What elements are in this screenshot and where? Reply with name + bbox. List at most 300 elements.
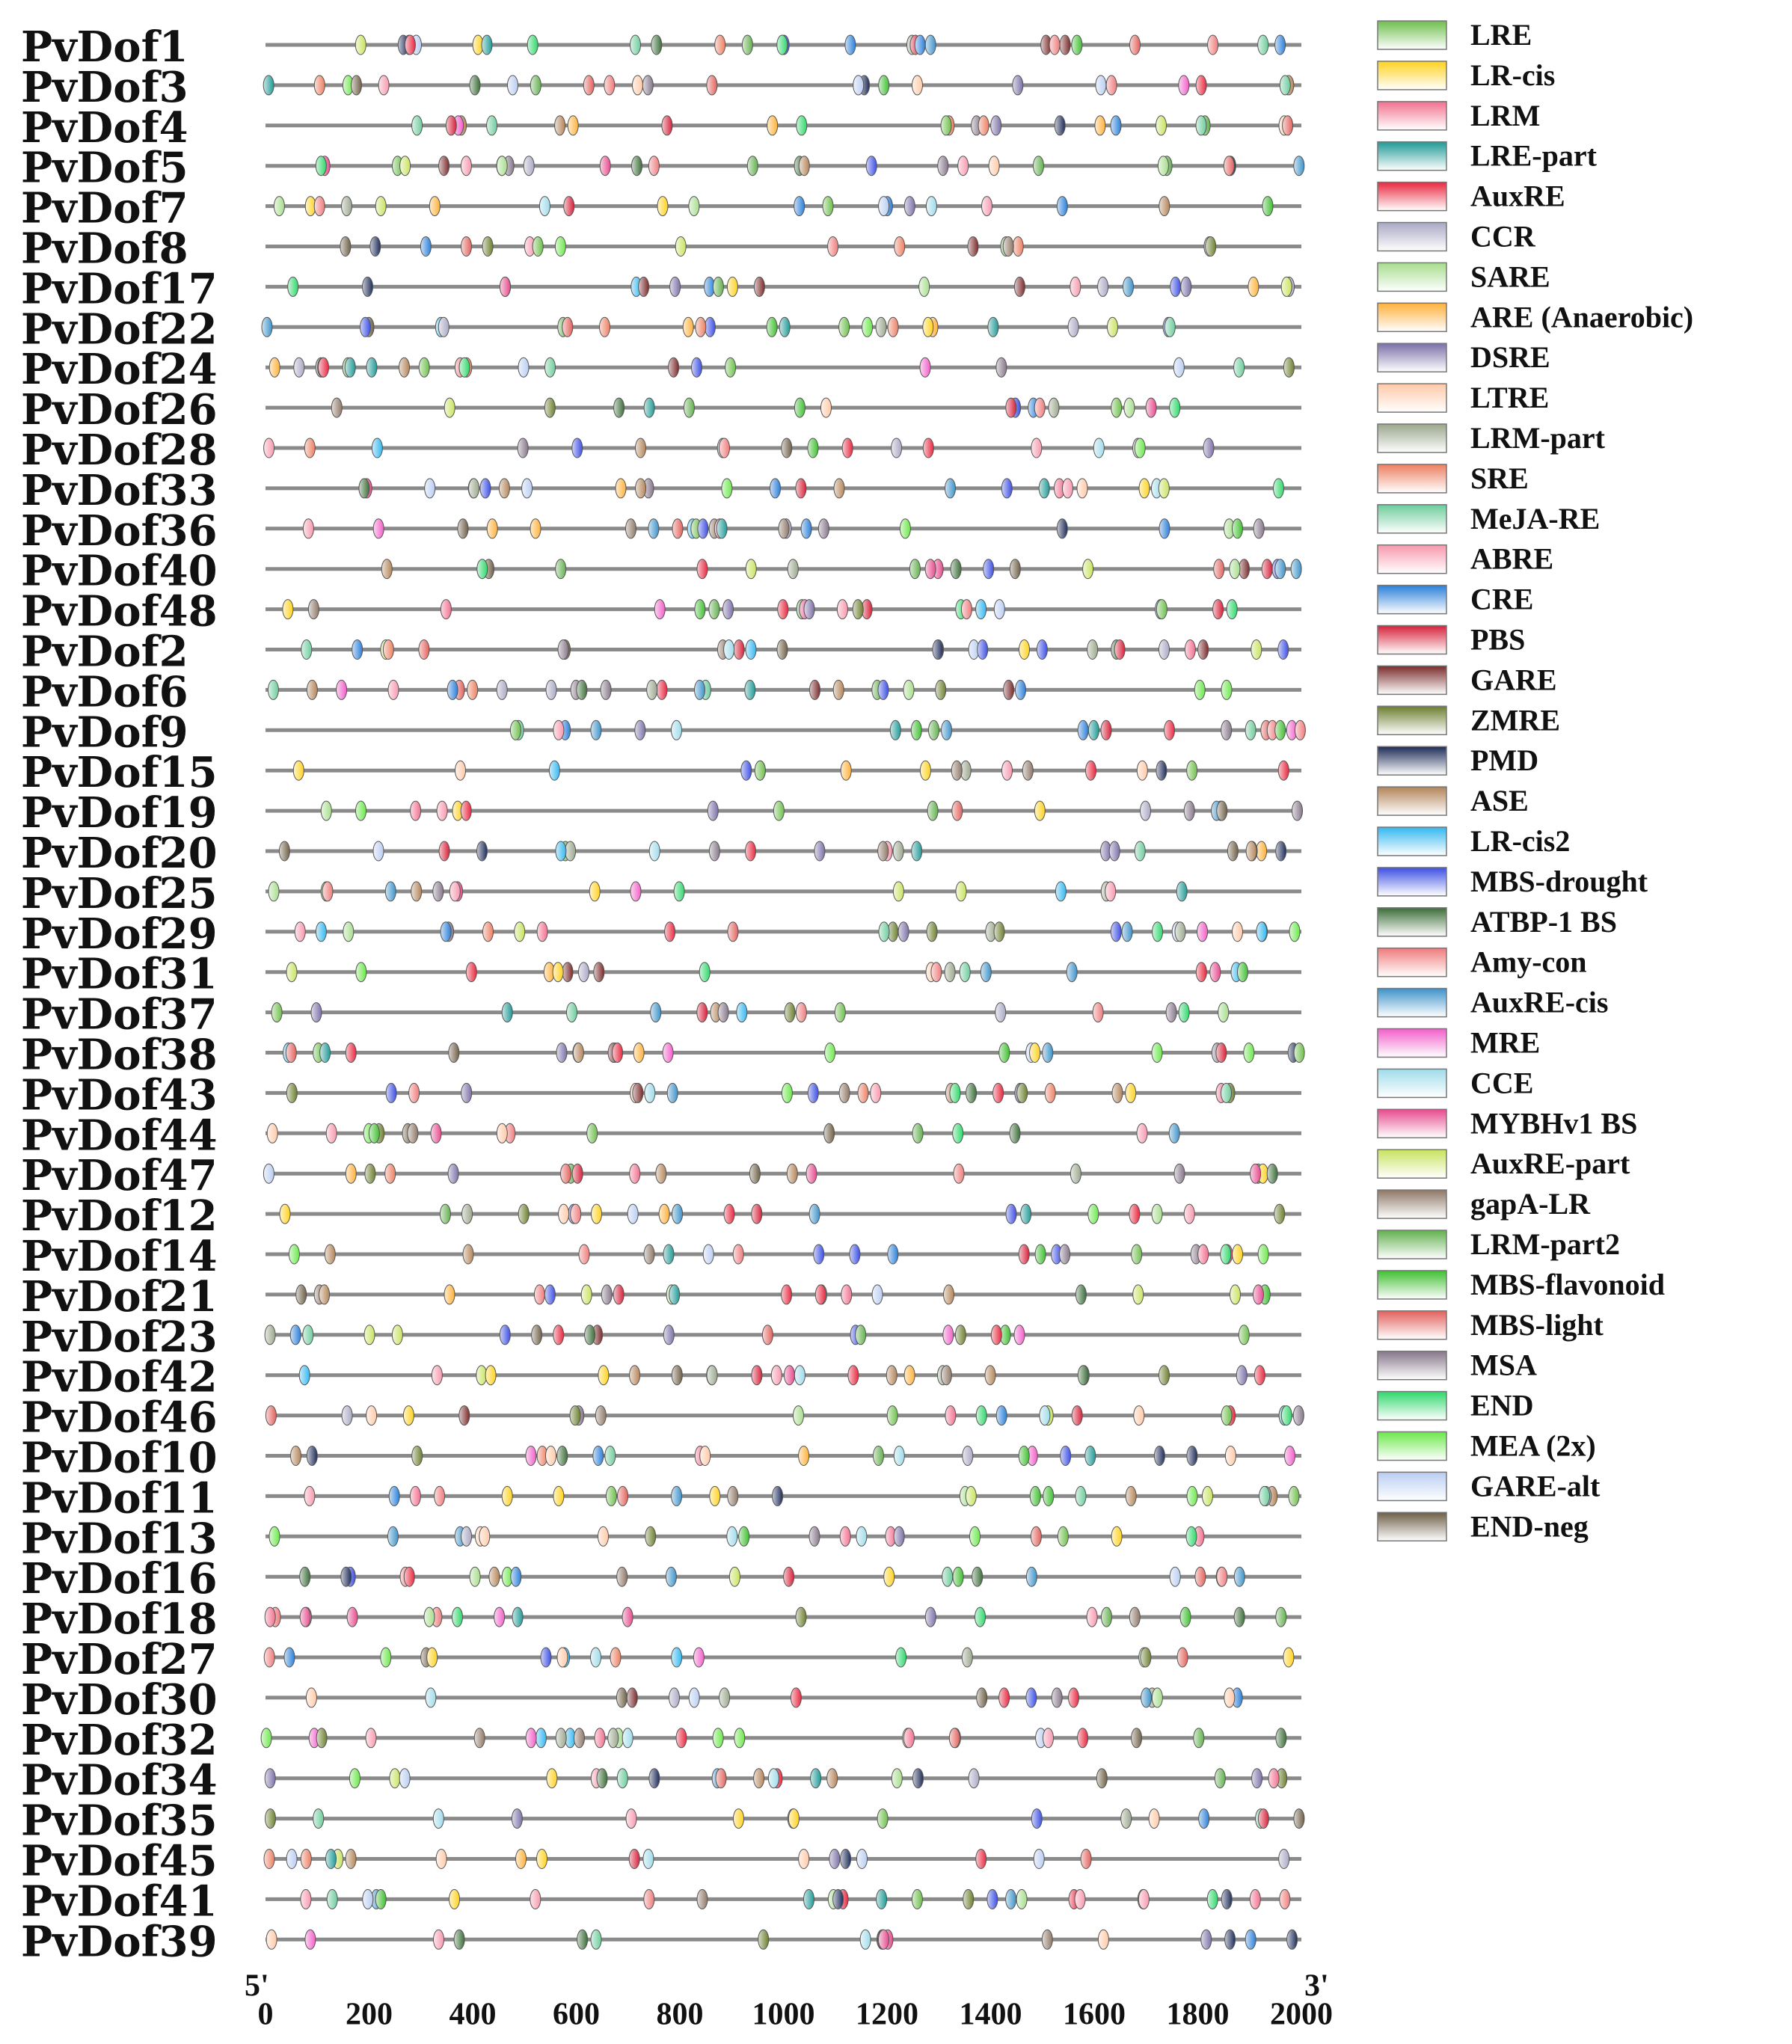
motif-element (1049, 35, 1060, 55)
motif-element (1075, 1285, 1086, 1304)
motif-element (589, 882, 600, 901)
motif-element (912, 841, 922, 861)
motif-element (295, 922, 305, 942)
motif-element (461, 237, 472, 257)
motif-element (1280, 1889, 1290, 1909)
motif-element (1214, 559, 1224, 579)
motif-element (556, 841, 566, 861)
gene-label: PvDof2 (21, 627, 188, 677)
legend-item (1378, 1308, 1604, 1342)
motif-element (1035, 1244, 1046, 1264)
motif-element (834, 479, 844, 498)
motif-element (1072, 1406, 1082, 1425)
motif-element (788, 559, 798, 579)
legend-label: LR-cis2 (1470, 824, 1571, 858)
motif-element (1276, 841, 1286, 861)
motif-element (458, 519, 468, 538)
motif-element (500, 1325, 510, 1345)
motif-element (482, 237, 493, 257)
legend-label: LRM-part2 (1470, 1227, 1620, 1261)
motif-element (991, 116, 1001, 135)
motif-element (955, 1325, 966, 1345)
motif-element (626, 1809, 636, 1829)
motif-element (346, 1043, 356, 1063)
motif-element (1195, 1567, 1206, 1586)
motif-element (1060, 35, 1070, 55)
motif-element (500, 277, 510, 296)
legend-label: ABRE (1470, 541, 1554, 576)
motif-element (420, 237, 431, 257)
motif-element (1106, 76, 1117, 95)
motif-element (1135, 841, 1145, 861)
motif-element (926, 197, 936, 216)
motif-element (1037, 640, 1047, 660)
motif-element (1159, 519, 1170, 538)
motif-element (629, 1850, 639, 1869)
motif-element (439, 156, 449, 176)
motif-element (670, 277, 681, 296)
motif-element (1087, 640, 1098, 660)
motif-element (375, 197, 386, 216)
motif-element (412, 1446, 423, 1466)
motif-element (574, 1728, 585, 1748)
motif-element (788, 1809, 799, 1829)
gene-label: PvDof48 (21, 586, 218, 636)
motif-element (271, 1003, 282, 1022)
motif-element (459, 1406, 470, 1425)
motif-element (343, 922, 354, 942)
motif-element (782, 438, 792, 458)
motif-element (825, 1043, 835, 1063)
gene-label: PvDof18 (21, 1595, 218, 1645)
motif-element (1087, 1607, 1097, 1627)
motif-element (1259, 1486, 1270, 1506)
motif-element (725, 357, 736, 377)
motif-element (1207, 1889, 1218, 1909)
motif-element (895, 237, 905, 257)
legend-item (1378, 300, 1693, 334)
legend-swatch (1378, 1190, 1446, 1218)
motif-element (1126, 1083, 1136, 1102)
legend-swatch (1378, 1392, 1446, 1420)
motif-element (565, 841, 576, 861)
motif-element (703, 1244, 714, 1264)
motif-element (768, 1769, 779, 1788)
legend-label: GARE (1470, 663, 1557, 697)
motif-element (1196, 116, 1206, 135)
motif-element (1227, 600, 1237, 619)
motif-element (648, 156, 659, 176)
motif-element (284, 1648, 295, 1667)
motif-element (439, 841, 449, 861)
motif-element (848, 1366, 859, 1385)
motif-element (1196, 963, 1206, 982)
motif-element (1111, 398, 1122, 417)
motif-element (386, 1083, 396, 1102)
motif-element (699, 963, 710, 982)
motif-element (592, 1204, 602, 1224)
motif-element (1224, 156, 1234, 176)
motif-element (893, 841, 903, 861)
legend-item (1378, 663, 1557, 696)
motif-element (606, 1486, 616, 1506)
gene-row (21, 184, 1301, 233)
motif-element (672, 1366, 682, 1385)
motif-element (1063, 479, 1073, 498)
gene-label: PvDof13 (21, 1514, 218, 1564)
motif-element (1279, 1850, 1289, 1869)
motif-element (749, 1164, 760, 1183)
motif-element (794, 197, 805, 216)
motif-element (537, 1850, 547, 1869)
legend-item (1378, 340, 1550, 374)
motif-element (976, 600, 986, 619)
x-axis (245, 1968, 1333, 2031)
motif-element (331, 398, 342, 417)
motif-element (995, 1003, 1006, 1022)
legend-label: Amy-con (1470, 945, 1587, 979)
motif-element (614, 398, 625, 417)
motif-element (1001, 479, 1012, 498)
motif-element (777, 640, 788, 660)
motif-element (1210, 963, 1221, 982)
motif-element (674, 882, 684, 901)
motif-element (1198, 640, 1209, 660)
motif-element (466, 963, 476, 982)
motif-element (630, 35, 641, 55)
motif-element (1184, 1204, 1194, 1224)
motif-element (1275, 720, 1286, 740)
motif-element (648, 519, 659, 538)
gene-rows (21, 22, 1305, 1966)
motif-element (630, 1164, 640, 1183)
gene-label: PvDof44 (21, 1111, 218, 1161)
motif-element (665, 922, 675, 942)
motif-element (954, 1164, 964, 1183)
motif-element (695, 680, 705, 699)
motif-element (779, 317, 790, 337)
gene-label: PvDof36 (21, 506, 218, 556)
motif-element (605, 1446, 616, 1466)
motif-element (806, 1164, 817, 1183)
gene-label: PvDof37 (21, 989, 218, 1040)
motif-element (695, 600, 705, 619)
motif-element (1196, 76, 1206, 95)
motif-element (265, 1325, 275, 1345)
motif-element (300, 1607, 310, 1627)
motif-element (573, 1043, 583, 1063)
motif-element (710, 1486, 720, 1506)
motif-element (307, 680, 317, 699)
motif-element (1174, 1164, 1185, 1183)
motif-element (938, 156, 948, 176)
tick-label: 1400 (959, 1997, 1022, 2032)
motif-element (467, 680, 478, 699)
motif-element (970, 1526, 981, 1546)
motif-element (966, 1486, 976, 1506)
legend-swatch (1378, 102, 1446, 130)
motif-element (1184, 801, 1194, 820)
motif-element (1166, 1003, 1176, 1022)
gene-label: PvDof10 (21, 1433, 218, 1483)
motif-element (1274, 479, 1284, 498)
motif-element (1218, 1003, 1229, 1022)
motif-element (553, 720, 564, 740)
motif-element (945, 479, 956, 498)
motif-element (1267, 1164, 1277, 1183)
legend-label: MSA (1470, 1348, 1537, 1382)
gene-label: PvDof26 (21, 385, 218, 435)
motif-element (518, 1204, 529, 1224)
motif-element (1239, 559, 1250, 579)
legend-item (1378, 1026, 1540, 1060)
gene-label: PvDof45 (21, 1836, 218, 1886)
motif-element (373, 841, 384, 861)
motif-element (1281, 1406, 1292, 1425)
motif-element (480, 479, 491, 498)
motif-element (1088, 720, 1099, 740)
motif-element (941, 116, 951, 135)
motif-element (524, 156, 534, 176)
motif-element (1206, 237, 1216, 257)
gene-label: PvDof42 (21, 1352, 218, 1402)
legend-label: LRE-part (1470, 138, 1597, 173)
gene-label: PvDof20 (21, 829, 218, 878)
legend-item (1378, 1106, 1637, 1140)
legend-item (1378, 99, 1540, 132)
legend-label: END-neg (1470, 1509, 1589, 1544)
motif-element (363, 1889, 373, 1909)
motif-element (388, 680, 399, 699)
motif-element (912, 1889, 922, 1909)
motif-element (1177, 1648, 1188, 1667)
motif-element (1278, 761, 1289, 780)
motif-element (1014, 277, 1025, 296)
motif-element (782, 1285, 792, 1304)
motif-element (1217, 801, 1227, 820)
motif-element (663, 1043, 673, 1063)
motif-element (860, 1930, 871, 1949)
legend-label: LRM (1470, 98, 1541, 132)
motif-element (1133, 1285, 1144, 1304)
motif-element (856, 1325, 866, 1345)
motif-element (1187, 761, 1197, 780)
motif-element (556, 559, 566, 579)
motif-element (545, 357, 556, 377)
motif-element (762, 1325, 773, 1345)
motif-element (887, 1406, 897, 1425)
motif-element (1224, 1688, 1235, 1707)
motif-element (1004, 680, 1014, 699)
motif-element (613, 1043, 623, 1063)
legend-item (1378, 1429, 1596, 1463)
motif-element (923, 438, 933, 458)
motif-element (424, 1607, 435, 1627)
motif-element (904, 1366, 915, 1385)
motif-element (630, 1366, 640, 1385)
motif-element (657, 197, 668, 216)
motif-element (266, 1406, 276, 1425)
motif-element (1083, 559, 1093, 579)
motif-element (579, 963, 589, 982)
motif-element (651, 35, 662, 55)
motif-element (1203, 438, 1214, 458)
motif-element (444, 1285, 455, 1304)
motif-element (608, 1728, 619, 1748)
motif-element (262, 317, 272, 337)
motif-element (1006, 398, 1016, 417)
legend-swatch (1378, 1109, 1446, 1138)
legend-label: CRE (1470, 582, 1534, 616)
motif-element (920, 357, 930, 377)
motif-element (326, 1123, 337, 1143)
legend-item (1378, 743, 1538, 777)
motif-element (747, 156, 758, 176)
motif-element (319, 1285, 330, 1304)
motif-element (1114, 640, 1125, 660)
motif-element (912, 76, 923, 95)
motif-element (1250, 1889, 1260, 1909)
motif-element (1221, 1083, 1232, 1102)
motif-element (440, 1204, 450, 1224)
motif-element (553, 1325, 564, 1345)
motif-element (841, 1850, 851, 1869)
motif-element (987, 1889, 998, 1909)
motif-element (1156, 600, 1167, 619)
motif-element (459, 357, 470, 377)
motif-element (960, 963, 970, 982)
motif-element (900, 519, 910, 538)
motif-element (893, 882, 903, 901)
motif-element (617, 1769, 627, 1788)
motif-element (1061, 1446, 1071, 1466)
legend-item (1378, 421, 1606, 455)
motif-element (741, 761, 752, 780)
motif-element (719, 438, 730, 458)
motif-element (862, 317, 873, 337)
motif-element (308, 600, 319, 619)
motif-element (526, 1728, 536, 1748)
gene-label: PvDof5 (21, 143, 188, 193)
motif-element (1093, 438, 1104, 458)
motif-element (1186, 1526, 1197, 1546)
motif-element (290, 1325, 301, 1345)
motif-element (815, 1285, 826, 1304)
motif-element (591, 1930, 601, 1949)
motif-element (837, 600, 847, 619)
motif-element (1276, 1728, 1286, 1748)
motif-element (530, 1889, 541, 1909)
motif-element (878, 680, 889, 699)
motif-element (841, 1285, 852, 1304)
motif-element (649, 1769, 660, 1788)
motif-element (672, 720, 682, 740)
motif-element (294, 357, 304, 377)
gene-label: PvDof39 (21, 1917, 218, 1967)
motif-element (537, 922, 547, 942)
motif-element (265, 1769, 275, 1788)
motif-element (267, 1123, 277, 1143)
motif-element (279, 841, 289, 861)
motif-element (1088, 1204, 1099, 1224)
motif-element (1013, 76, 1023, 95)
motif-element (1057, 197, 1067, 216)
motif-element (1274, 1204, 1285, 1224)
motif-element (877, 1889, 887, 1909)
gene-label: PvDof1 (21, 22, 188, 72)
motif-element (508, 76, 518, 95)
motif-element (432, 1366, 442, 1385)
motif-element (1294, 1043, 1304, 1063)
motif-element (373, 519, 384, 538)
motif-element (639, 277, 649, 296)
motif-element (269, 1526, 280, 1546)
motif-element (1141, 801, 1151, 820)
motif-element (461, 156, 471, 176)
motif-element (1216, 1043, 1227, 1063)
motif-element (1068, 317, 1078, 337)
motif-element (1108, 317, 1118, 337)
motif-element (510, 720, 521, 740)
legend-swatch (1378, 303, 1446, 331)
motif-element (555, 237, 565, 257)
motif-element (799, 1850, 809, 1869)
gene-row (21, 103, 1301, 153)
legend-label: GARE-alt (1470, 1469, 1601, 1503)
motif-element (1055, 882, 1066, 901)
motif-element (444, 398, 455, 417)
motif-element (794, 1406, 804, 1425)
motif-element (707, 1366, 717, 1385)
motif-element (366, 357, 377, 377)
motif-element (1102, 1607, 1112, 1627)
motif-element (530, 76, 541, 95)
motif-element (1175, 922, 1185, 942)
motif-element (898, 922, 909, 942)
motif-element (892, 1769, 902, 1788)
motif-element (340, 237, 351, 257)
motif-element (1294, 1809, 1304, 1829)
motif-element (461, 801, 471, 820)
gene-label: PvDof17 (21, 264, 218, 314)
motif-element (559, 1204, 569, 1224)
motif-element (527, 35, 538, 55)
motif-element (448, 1164, 458, 1183)
motif-element (713, 277, 723, 296)
motif-element (888, 317, 898, 337)
gene-label: PvDof6 (21, 667, 188, 717)
legend-swatch (1378, 21, 1446, 49)
motif-element (352, 76, 362, 95)
legend-label: CCR (1470, 219, 1535, 254)
motif-element (892, 438, 902, 458)
legend-item (1378, 1509, 1589, 1543)
motif-element (791, 1688, 801, 1707)
motif-element (1254, 519, 1264, 538)
motif-element (1060, 1244, 1070, 1264)
legend-label: ASE (1470, 784, 1529, 818)
motif-element (341, 1567, 352, 1586)
motif-element (642, 76, 653, 95)
motif-element (713, 1728, 723, 1748)
motif-element (636, 438, 646, 458)
motif-element (969, 1769, 979, 1788)
legend-label: LRM-part (1470, 421, 1605, 455)
motif-element (978, 116, 989, 135)
motif-element (1139, 479, 1150, 498)
motif-element (718, 1003, 728, 1022)
motif-element (669, 357, 679, 377)
